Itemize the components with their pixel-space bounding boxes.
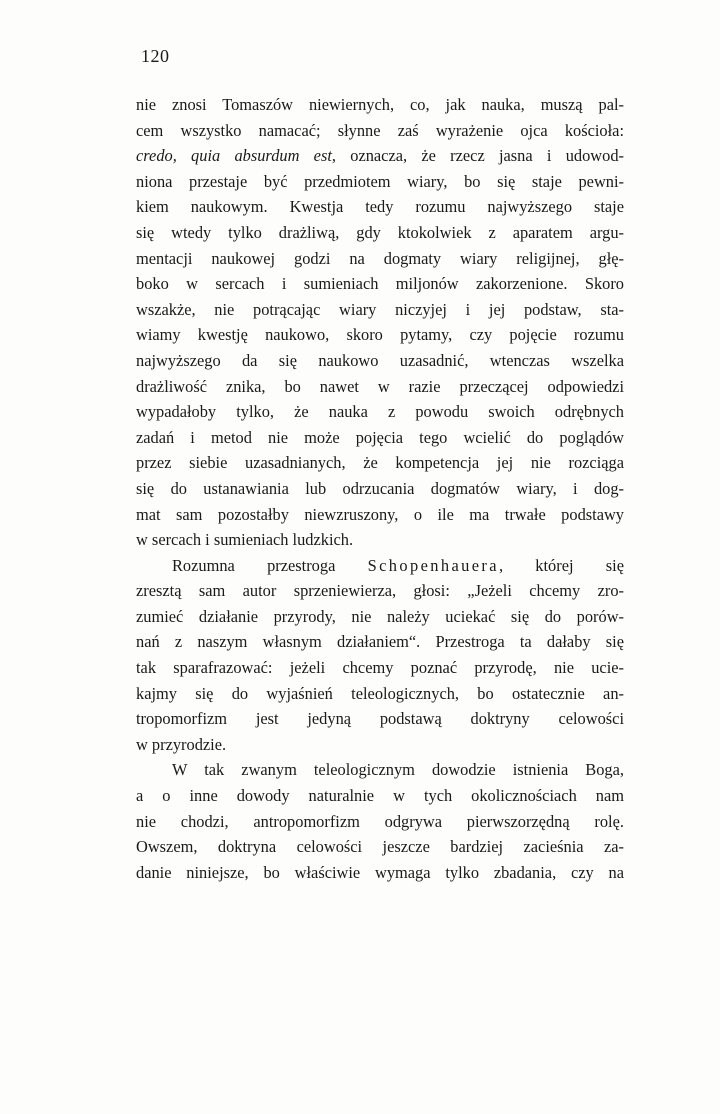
text-line bbox=[136, 169, 624, 195]
text-line bbox=[136, 706, 624, 732]
text-run: credo, quia absurdum est bbox=[136, 146, 332, 166]
text-run: cem wszystko namacać; słynne zaś wyrażenie ojca kościoła: bbox=[136, 120, 624, 140]
text-line bbox=[136, 527, 624, 553]
text-run: kiem naukowym. Kwestja tedy rozumu najwyższego staje bbox=[136, 197, 624, 217]
text-line bbox=[136, 194, 624, 220]
text-run: wszakże, nie potrącając wiary niczyjej i jej podstaw, sta- bbox=[136, 299, 624, 319]
body-text bbox=[136, 92, 624, 885]
text-run: drażliwość znika, bo nawet w razie przeczącej odpowiedzi bbox=[136, 376, 624, 396]
text-run: tak sparafrazować: jeżeli chcemy poznać przyrodę, nie ucie- bbox=[136, 658, 624, 678]
text-line bbox=[136, 374, 624, 400]
text-line bbox=[136, 553, 624, 579]
text-run: najwyższego da się naukowo uzasadnić, wtenczas wszelka bbox=[136, 350, 624, 370]
text-line bbox=[136, 246, 624, 272]
text-line bbox=[136, 578, 624, 604]
text-run: się do ustanawiania lub odrzucania dogmatów wiary, i dog- bbox=[136, 478, 624, 498]
text-run: zresztą sam autor sprzeniewierza, głosi: „Jeżeli chcemy zro- bbox=[136, 581, 624, 601]
text-run: W tak zwanym teleologicznym dowodzie istnienia Boga, bbox=[172, 760, 624, 780]
text-line bbox=[136, 476, 624, 502]
text-run: wiamy kwestję naukowo, skoro pytamy, czy pojęcie rozumu bbox=[136, 325, 624, 345]
text-run: Schopenhauera bbox=[367, 555, 499, 575]
text-run: mat sam pozostałby niewzruszony, o ile ma trwałe podstawy bbox=[136, 504, 624, 524]
text-line bbox=[136, 757, 624, 783]
text-run: wypadałoby tylko, że nauka z powodu swoich odrębnych bbox=[136, 402, 624, 422]
text-run: zumieć działanie przyrody, nie należy uciekać się do porów- bbox=[136, 606, 624, 626]
text-run: w sercach i sumieniach ludzkich. bbox=[136, 530, 354, 550]
text-line bbox=[136, 809, 624, 835]
text-line bbox=[136, 399, 624, 425]
text-line bbox=[136, 92, 624, 118]
text-line bbox=[136, 604, 624, 630]
text-line bbox=[136, 655, 624, 681]
text-run: boko w sercach i sumieniach miljonów zakorzenione. Skoro bbox=[136, 274, 624, 294]
text-line bbox=[136, 502, 624, 528]
text-line bbox=[136, 834, 624, 860]
text-run: nań z naszym własnym działaniem“. Przestroga ta dałaby się bbox=[136, 632, 624, 652]
text-run: danie niniejsze, bo właściwie wymaga tylko zbadania, czy na bbox=[136, 862, 624, 882]
text-line bbox=[136, 450, 624, 476]
text-line bbox=[136, 629, 624, 655]
text-line bbox=[136, 348, 624, 374]
text-run: , której się bbox=[498, 555, 624, 575]
text-run: mentacji naukowej godzi na dogmaty wiary religijnej, głę- bbox=[136, 248, 624, 268]
text-line bbox=[136, 143, 624, 169]
paragraph bbox=[136, 553, 624, 758]
text-run: , oznacza, że rzecz jasna i udowod- bbox=[331, 146, 624, 166]
text-line bbox=[136, 783, 624, 809]
text-run: Owszem, doktryna celowości jeszcze bardziej zacieśnia za- bbox=[136, 837, 624, 857]
text-line bbox=[136, 297, 624, 323]
text-run: tropomorfizm jest jedyną podstawą doktryny celowości bbox=[136, 709, 624, 729]
text-line bbox=[136, 860, 624, 886]
text-line bbox=[136, 118, 624, 144]
text-run: a o inne dowody naturalnie w tych okolicznościach nam bbox=[136, 786, 624, 806]
text-line bbox=[136, 271, 624, 297]
text-run: zadań i metod nie może pojęcia tego wcielić do poglądów bbox=[136, 427, 624, 447]
text-run: przez siebie uzasadnianych, że kompetencja jej nie rozciąga bbox=[136, 453, 624, 473]
text-line bbox=[136, 732, 624, 758]
text-line bbox=[136, 425, 624, 451]
text-line bbox=[136, 322, 624, 348]
paragraph bbox=[136, 757, 624, 885]
text-run: w przyrodzie. bbox=[136, 734, 227, 754]
text-run: nie chodzi, antropomorfizm odgrywa pierwszorzędną rolę. bbox=[136, 811, 624, 831]
text-run: kajmy się do wyjaśnień teleologicznych, bo ostatecznie an- bbox=[136, 683, 624, 703]
text-run: nie znosi Tomaszów niewiernych, co, jak nauka, muszą pal- bbox=[136, 95, 624, 114]
text-run: niona przestaje być przedmiotem wiary, bo się staje pewni- bbox=[136, 171, 624, 191]
paragraph bbox=[136, 92, 624, 553]
text-run: się wtedy tylko drażliwą, gdy ktokolwiek z aparatem argu- bbox=[136, 222, 624, 242]
text-line bbox=[136, 220, 624, 246]
page-number: 120 bbox=[141, 46, 170, 66]
text-line bbox=[136, 681, 624, 707]
text-run: Rozumna przestroga bbox=[172, 555, 368, 575]
